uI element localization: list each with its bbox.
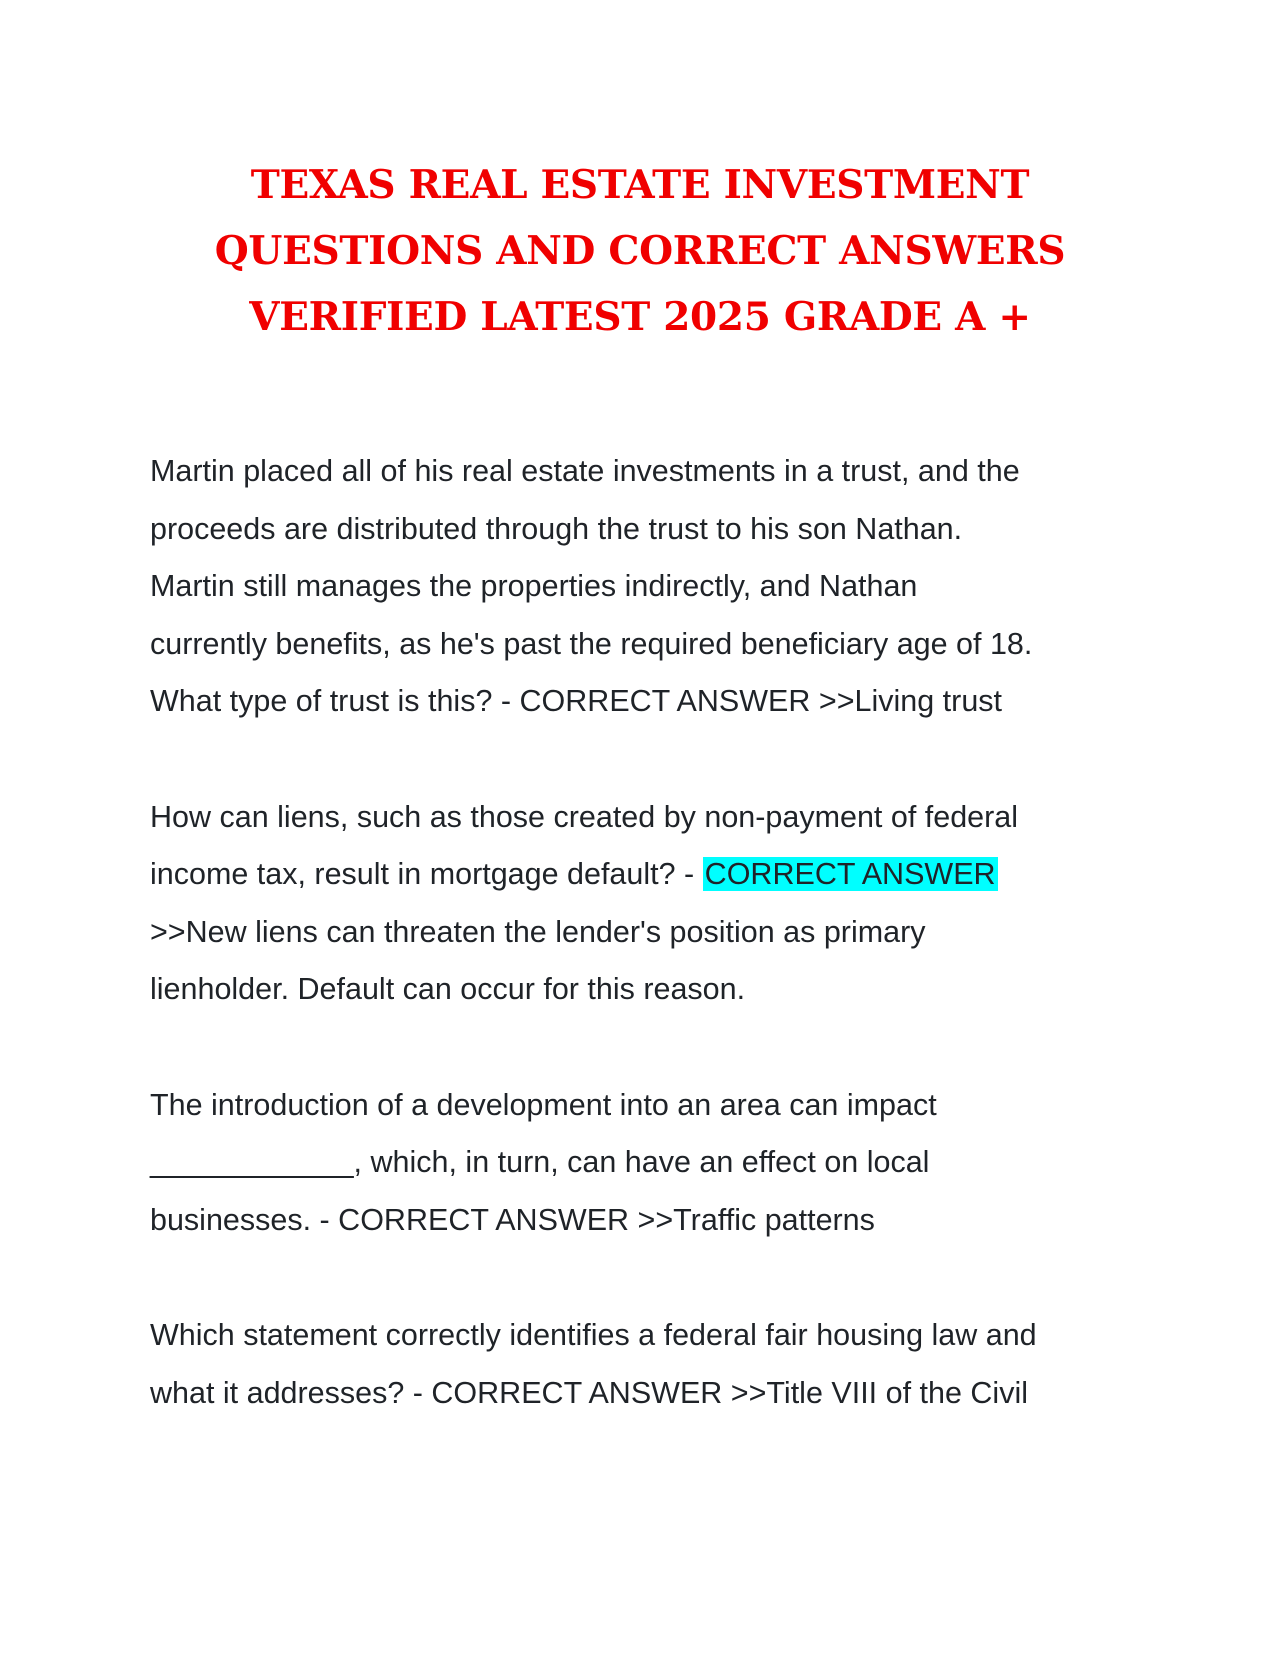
qa2-line-4: lienholder. Default can occur for this reason. (150, 972, 746, 1007)
qa1-line-2: proceeds are distributed through the trust to his son Nathan. (150, 511, 963, 546)
qa1-line-5: What type of trust is this? - CORRECT ANSWER >>Living trust (150, 684, 1003, 719)
qa1-line-3: Martin still manages the properties indirectly, and Nathan (150, 569, 918, 604)
qa-item-fair-housing (150, 1307, 1160, 1422)
qa4-line-1: Which statement correctly identifies a federal fair housing law and (150, 1317, 1037, 1352)
qa1-line-1: Martin placed all of his real estate investments in a trust, and the (150, 454, 1020, 488)
qa2-line-3: >>New liens can threaten the lender's position as primary (150, 914, 926, 949)
qa3-line-2: ____________, which, in turn, can have an effect on local (150, 1145, 930, 1180)
qa-item-living-trust (150, 443, 1160, 731)
highlighted-answer-label: CORRECT ANSWER (704, 857, 996, 892)
qa-item-liens (150, 789, 1160, 1019)
qa2-line-2 (150, 846, 1160, 904)
qa2-line-2-text: income tax, result in mortgage default? - (150, 857, 703, 892)
qa3-line-1: The introduction of a development into an area can impact (150, 1087, 937, 1122)
qa-item-development (150, 1077, 1160, 1250)
qa1-line-4: currently benefits, as he's past the required beneficiary age of 18. (150, 626, 1033, 661)
qa3-line-3: businesses. - CORRECT ANSWER >>Traffic patterns (150, 1202, 875, 1237)
document-body (150, 443, 1160, 1480)
qa2-line-1: How can liens, such as those created by non-payment of federal (150, 799, 1019, 834)
title-line-2: QUESTIONS AND CORRECT ANSWERS (214, 228, 1066, 274)
title-line-1: TEXAS REAL ESTATE INVESTMENT (250, 162, 1030, 208)
qa4-line-2: what it addresses? - CORRECT ANSWER >>Title VIII of the Civil (150, 1375, 1029, 1410)
document-title (100, 152, 1180, 350)
title-line-3: VERIFIED LATEST 2025 GRADE A + (249, 294, 1031, 340)
